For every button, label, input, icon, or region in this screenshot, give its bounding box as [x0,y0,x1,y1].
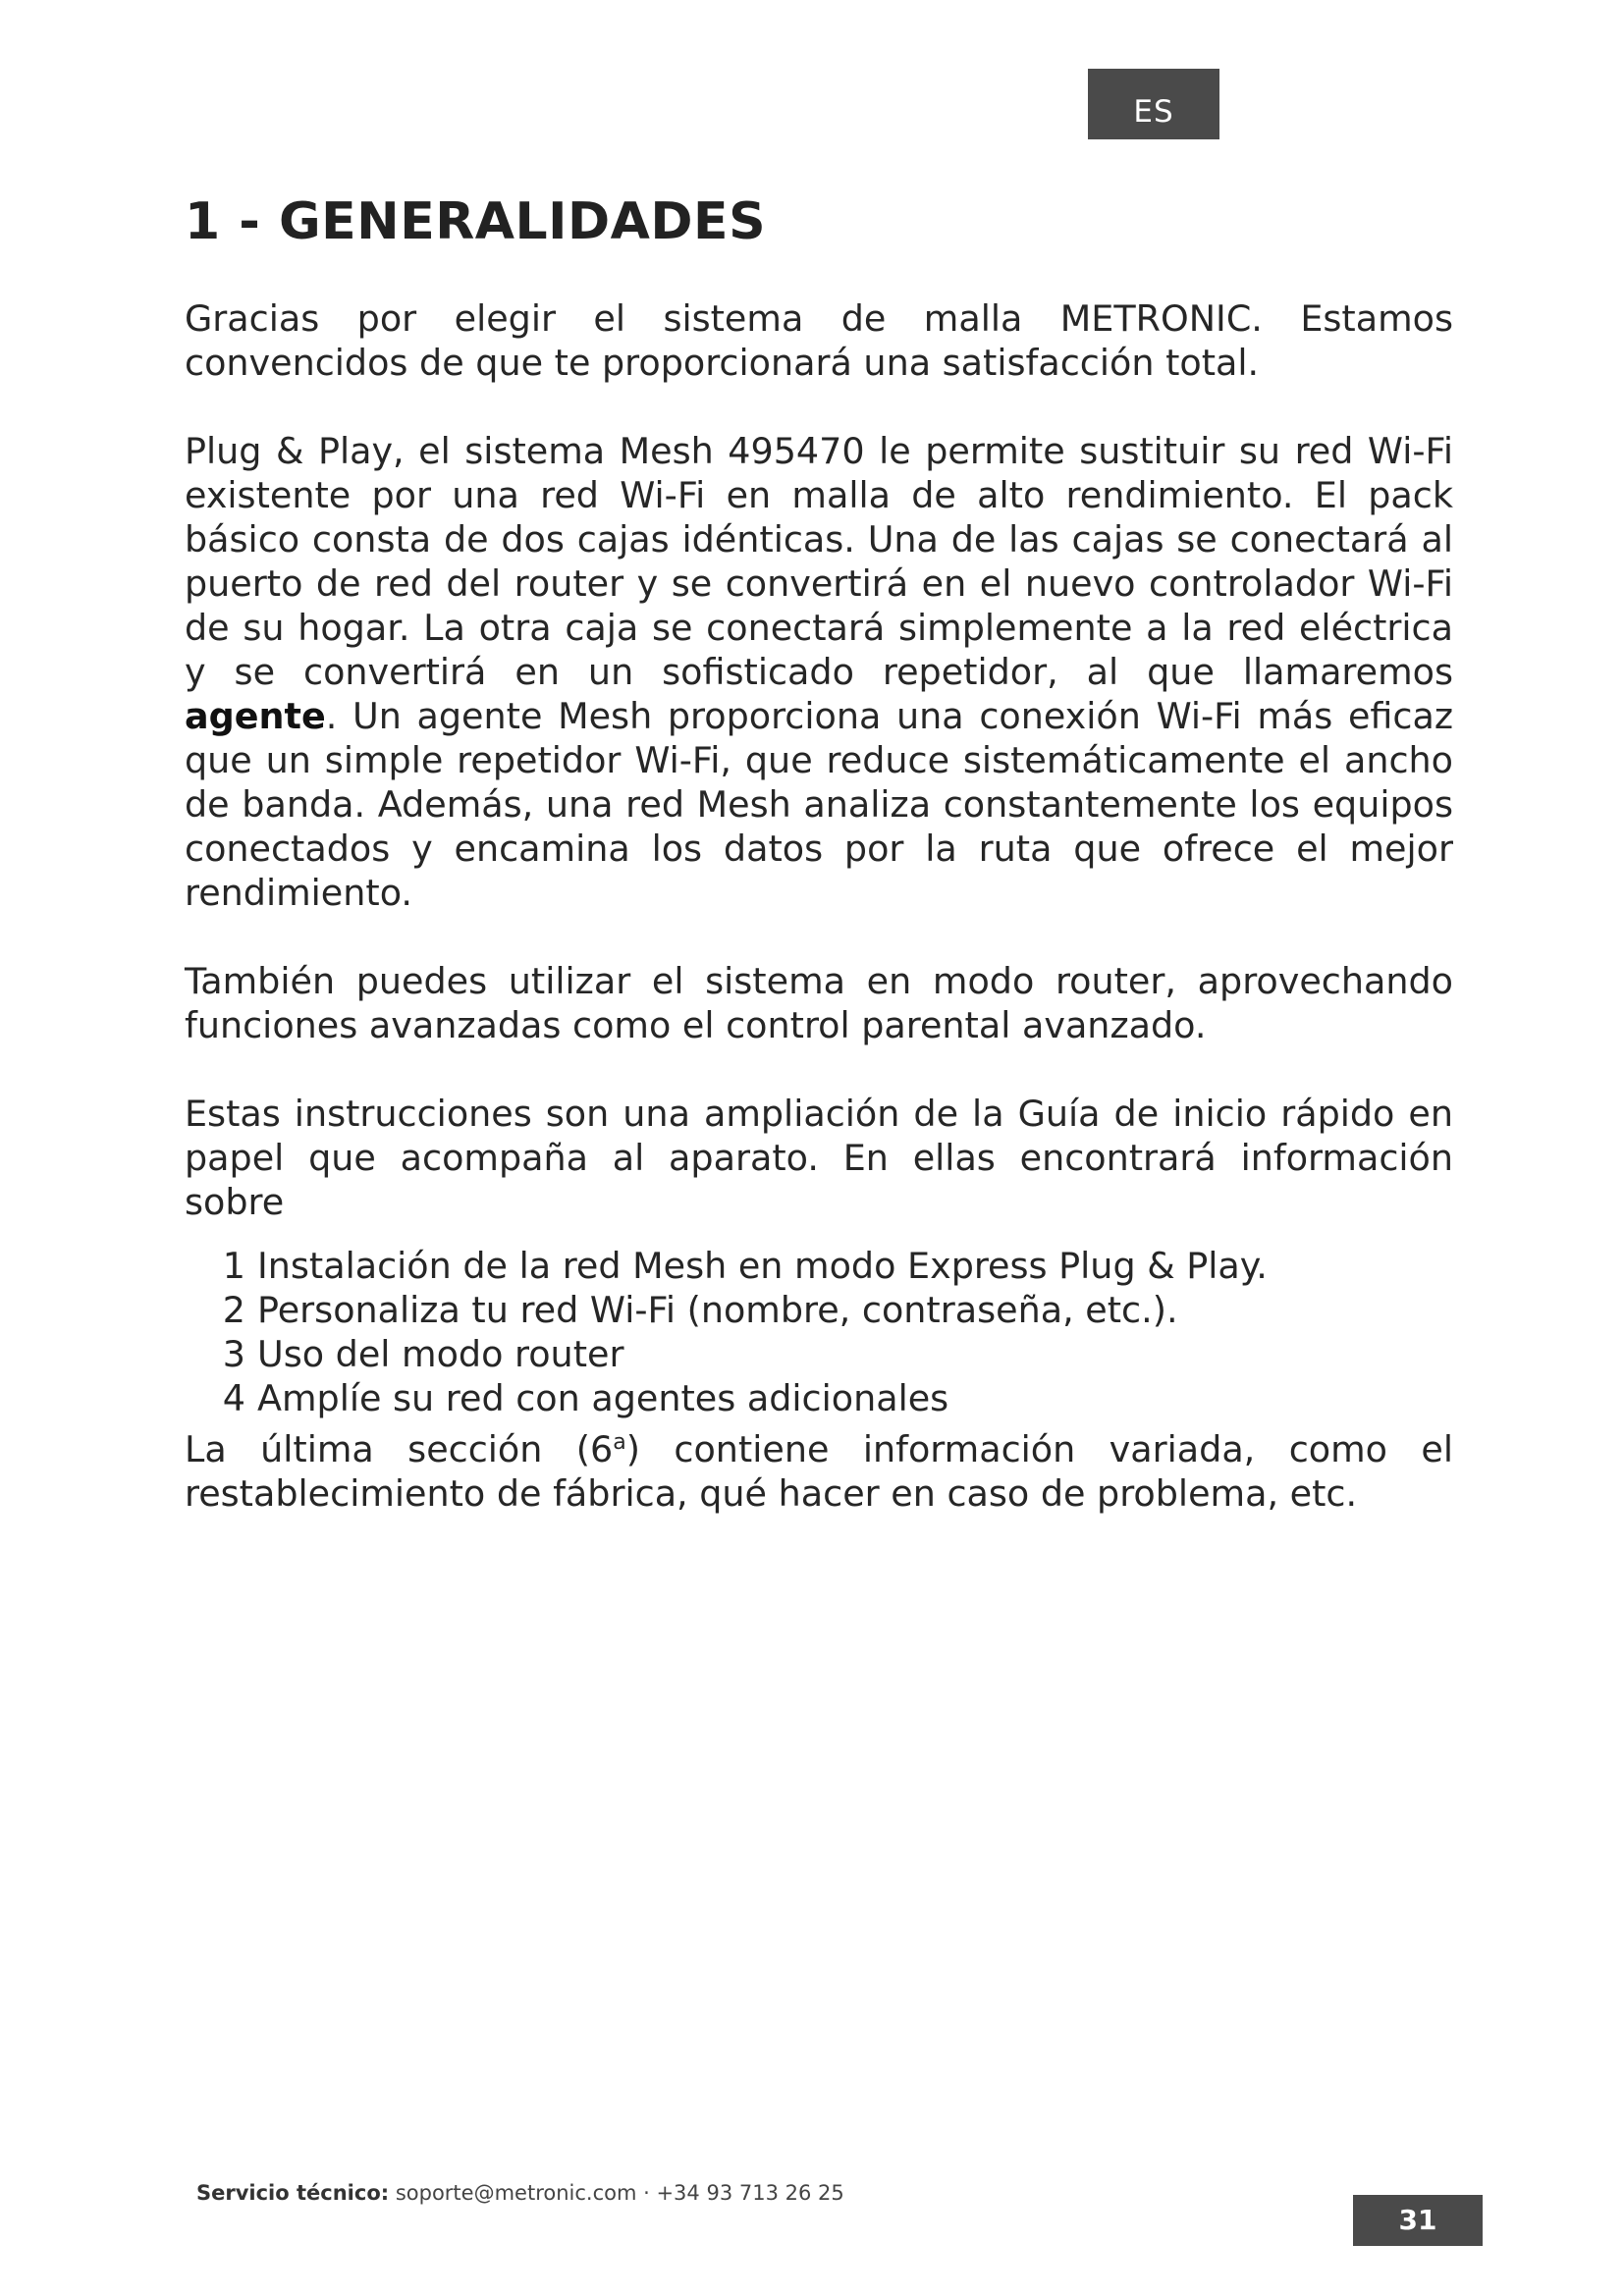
document-body [185,296,1453,1516]
list-item [185,1376,1453,1420]
paragraph-instructions: Estas instrucciones son una ampliación de la Guía de inicio rápido en papel que acompaña al aparato. En ellas encontrará información sobre [185,1093,1453,1223]
list-item-number: 2 [222,1289,245,1331]
footer-support-contact: soporte@metronic.com · +34 93 713 26 25 [389,2181,844,2205]
agent-term: agente [185,695,326,737]
paragraph-intro: Gracias por elegir el sistema de malla METRONIC. Estamos convencidos de que te proporcionará una satisfacción total. [185,297,1453,384]
language-tab: ES [1088,69,1219,139]
list-item-text: Personaliza tu red Wi-Fi (nombre, contraseña, etc.). [257,1289,1178,1331]
closing-text-end: ) contiene información variada, como el restablecimiento de fábrica, qué hacer en caso de problema, etc. [185,1428,1453,1516]
list-item [185,1332,1453,1376]
paragraph-mesh-text-end: . Un agente Mesh proporciona una conexión Wi-Fi más eficaz que un simple repetidor Wi-Fi, que reduce sistemáticamente el ancho de banda. Además, una red Mesh analiza constantemente los equipos conectados y encamina los datos por la ruta que ofrece el mejor rendimiento. [185,695,1453,914]
closing-text-start: La última sección (6 [185,1428,614,1471]
paragraph-mesh-description [185,429,1453,915]
list-item-text: Amplíe su red con agentes adicionales [257,1377,949,1419]
page-title: 1 - GENERALIDADES [185,192,767,251]
steps-list [185,1244,1453,1420]
list-item-number: 1 [222,1245,245,1287]
list-item-number: 4 [222,1377,245,1419]
page-number: 31 [1353,2195,1483,2246]
closing-superscript: a [613,1430,626,1455]
footer-support-label: Servicio técnico: [196,2181,390,2205]
list-item [185,1244,1453,1288]
list-item-number: 3 [222,1333,245,1375]
list-item [185,1288,1453,1332]
paragraph-router-mode: También puedes utilizar el sistema en modo router, aprovechando funciones avanzadas como el control parental avanzado. [185,960,1453,1046]
list-item-text: Uso del modo router [257,1333,624,1375]
list-item-text: Instalación de la red Mesh en modo Express Plug & Play. [257,1245,1268,1287]
paragraph-closing [185,1420,1453,1516]
paragraph-mesh-text-start: Plug & Play, el sistema Mesh 495470 le permite sustituir su red Wi-Fi existente por una red Wi-Fi en malla de alto rendimiento. El pack básico consta de dos cajas idénticas. Una de las cajas se conectará al puerto de red del router y se convertirá en el nuevo controlador Wi-Fi de su hogar. La otra caja se conectará simplemente a la red eléctrica y se convertirá en un sofisticado repetidor, al que llamaremos [185,430,1453,693]
footer-support [196,2181,844,2205]
